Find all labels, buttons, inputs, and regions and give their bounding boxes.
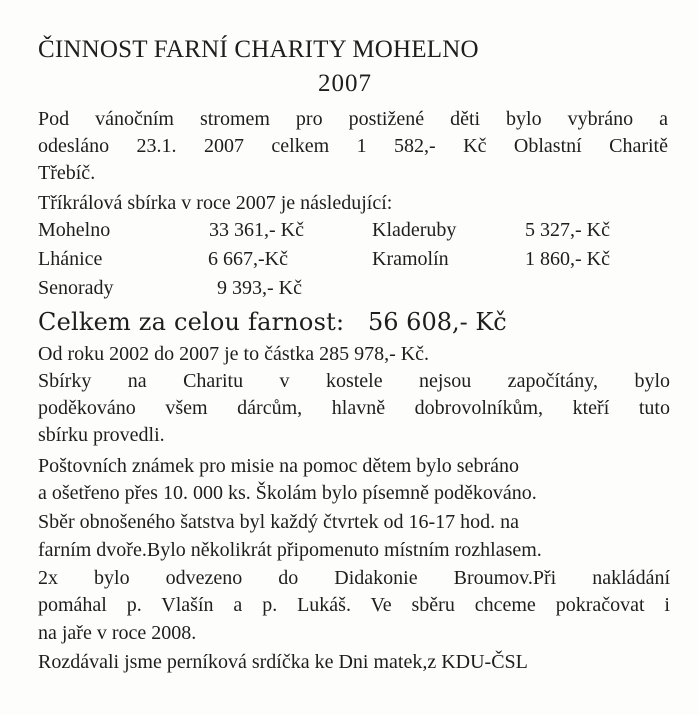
body-line: a ošetřeno přes 10. 000 ks. Školám bylo písemně poděkováno.: [38, 482, 537, 504]
collection-place: Kladeruby: [372, 219, 457, 241]
collection-place: Lhánice: [38, 248, 103, 270]
collection-amount: 5 327,- Kč: [525, 219, 610, 241]
total-label: Celkem za celou farnost:: [38, 308, 345, 336]
collection-amount: 33 361,- Kč: [209, 219, 304, 241]
collection-place: Kramolín: [372, 248, 449, 270]
body-line: pomáhal p. Vlašín a p. Lukáš. Ve sběru chceme pokračovat i: [38, 594, 670, 616]
collection-place: Senorady: [38, 277, 114, 299]
body-line: Sbírky na Charitu v kostele nejsou započítány, bylo: [38, 370, 670, 392]
document-title: ČINNOST FARNÍ CHARITY MOHELNO: [38, 36, 479, 63]
tri-kralova-heading: Tříkrálová sbírka v roce 2007 je následující:: [38, 192, 393, 214]
document-year: 2007: [318, 70, 372, 97]
body-line: poděkováno všem dárcům, hlavně dobrovolníkům, kteří tuto: [38, 397, 670, 419]
body-line: na jaře v roce 2008.: [38, 622, 197, 644]
body-line: sbírku provedli.: [38, 424, 165, 446]
body-line: Od roku 2002 do 2007 je to částka 285 978,- Kč.: [38, 343, 430, 365]
intro-line-1: Pod vánočním stromem pro postižené děti bylo vybráno a: [38, 108, 668, 130]
intro-line-3: Třebíč.: [38, 162, 96, 184]
intro-line-2: odesláno 23.1. 2007 celkem 1 582,- Kč Oblastní Charitě: [38, 135, 668, 157]
body-line: Sběr obnošeného šatstva byl každý čtvrtek od 16-17 hod. na: [38, 511, 520, 533]
collection-amount: 9 393,- Kč: [217, 277, 302, 299]
body-line: Poštovních známek pro misie na pomoc dětem bylo sebráno: [38, 455, 520, 477]
total-amount: 56 608,- Kč: [368, 308, 507, 336]
collection-amount: 1 860,- Kč: [525, 248, 610, 270]
body-line: Rozdávali jsme perníková srdíčka ke Dni matek,z KDU-ČSL: [38, 651, 528, 673]
collection-place: Mohelno: [38, 219, 111, 241]
body-line: farním dvoře.Bylo několikrát připomenuto místním rozhlasem.: [38, 539, 542, 561]
body-line: 2x bylo odvezeno do Didakonie Broumov.Při nakládání: [38, 567, 670, 589]
collection-amount: 6 667,-Kč: [208, 248, 288, 270]
